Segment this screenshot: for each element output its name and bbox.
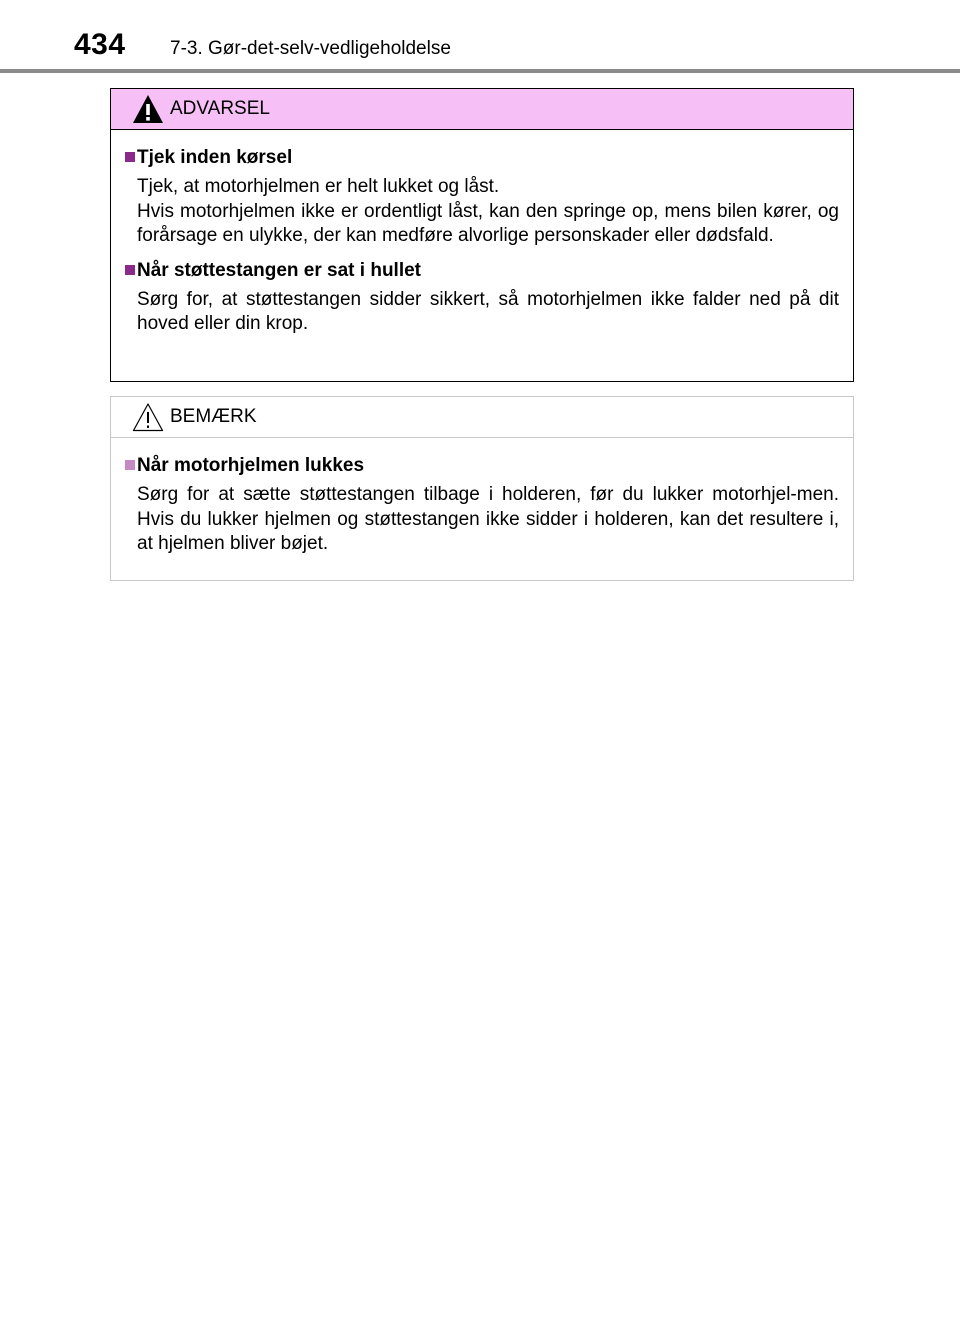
notice-header — [111, 397, 853, 438]
notice-item-closing-hood — [125, 454, 839, 557]
page-number: 434 — [74, 28, 126, 61]
warning-label: ADVARSEL — [170, 98, 270, 119]
warning-header — [111, 89, 853, 130]
item-title: Tjek inden kørsel — [137, 147, 293, 168]
header-divider — [0, 69, 960, 73]
item-title: Når motorhjelmen lukkes — [137, 455, 365, 476]
square-bullet-icon — [125, 460, 135, 470]
warning-item-check-before-driving — [125, 146, 839, 249]
warning-item-support-rod — [125, 259, 839, 337]
notice-label: BEMÆRK — [170, 406, 257, 427]
square-bullet-icon — [125, 152, 135, 162]
section-title: 7-3. Gør-det-selv-vedligeholdelse — [170, 38, 451, 59]
notice-box — [110, 396, 854, 581]
item-title: Når støttestangen er sat i hullet — [137, 259, 422, 281]
square-bullet-icon — [125, 265, 135, 275]
item-paragraph: Tjek, at motorhjelmen er helt lukket og låst. — [137, 176, 500, 197]
item-paragraph: Sørg for, at støttestangen sidder sikkert, så motorhjelmen ikke falder ned på dit hoved eller din krop. — [137, 288, 839, 334]
warning-body — [111, 130, 853, 337]
warning-box — [110, 88, 854, 382]
item-paragraph: Sørg for at sætte støttestangen tilbage i holderen, før du lukker motorhjel-men. Hvis du lukker hjelmen og støttestangen ikke sidder i holderen, kan det resultere i, at hjelmen bliver bøjet. — [137, 484, 839, 554]
notice-body — [111, 438, 853, 557]
warning-triangle-filled-icon — [131, 93, 165, 125]
warning-triangle-outline-icon — [131, 401, 165, 433]
item-paragraph: Hvis motorhjelmen ikke er ordentligt låst, kan den springe op, mens bilen kører, og forårsage en ulykke, der kan medføre alvorlige personskader eller dødsfald. — [137, 200, 839, 246]
